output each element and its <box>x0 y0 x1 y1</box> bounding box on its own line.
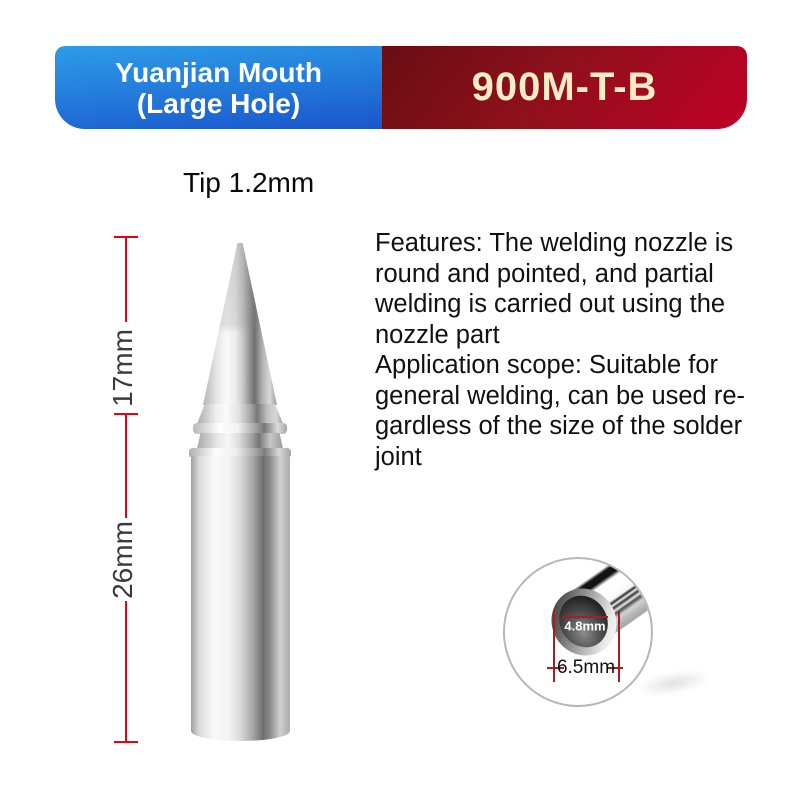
outer-diameter-label: 6.5mm <box>556 657 616 678</box>
dim-line-17mm-upper <box>125 238 127 322</box>
dim-label-17mm: 17mm <box>107 329 138 407</box>
inset-drop-shadow <box>635 666 714 701</box>
tip-body-cylinder <box>191 456 290 741</box>
cross-section-inset <box>503 557 653 707</box>
dim-cap-bottom <box>114 741 138 743</box>
feature-line: Features: The welding nozzle is <box>375 229 734 257</box>
dim-line-26mm-upper <box>125 415 127 518</box>
bore-diameter-label: 4.8mm <box>564 618 606 634</box>
tip-cone-plating <box>203 243 277 405</box>
tip-flare <box>197 404 283 424</box>
tip-size-label: Tip 1.2mm <box>183 167 315 198</box>
feature-line: round and pointed, and partial <box>375 259 714 288</box>
feature-line: gardless of the size of the solder <box>375 412 743 440</box>
dim-label-26mm: 26mm <box>107 521 138 599</box>
dim-line-26mm-lower <box>125 601 127 741</box>
product-name-line2: (Large Hole) <box>136 87 301 119</box>
product-name-line1: Yuanjian Mouth <box>115 56 322 88</box>
feature-line: general welding, can be used re- <box>375 381 745 410</box>
outer-dim-line-left <box>553 610 555 682</box>
tip-collar-ring <box>193 423 287 434</box>
feature-line: nozzle part <box>375 320 500 349</box>
model-badge <box>382 46 747 129</box>
outer-dim-line-right <box>618 611 620 682</box>
tip-neck <box>197 433 283 449</box>
feature-line: joint <box>375 442 422 471</box>
product-name-banner <box>55 46 382 129</box>
model-number: 900M-T-B <box>471 65 658 109</box>
features-text <box>375 228 745 472</box>
feature-line: welding is carried out using the <box>375 290 726 318</box>
feature-line: Application scope: Suitable for <box>375 351 719 379</box>
